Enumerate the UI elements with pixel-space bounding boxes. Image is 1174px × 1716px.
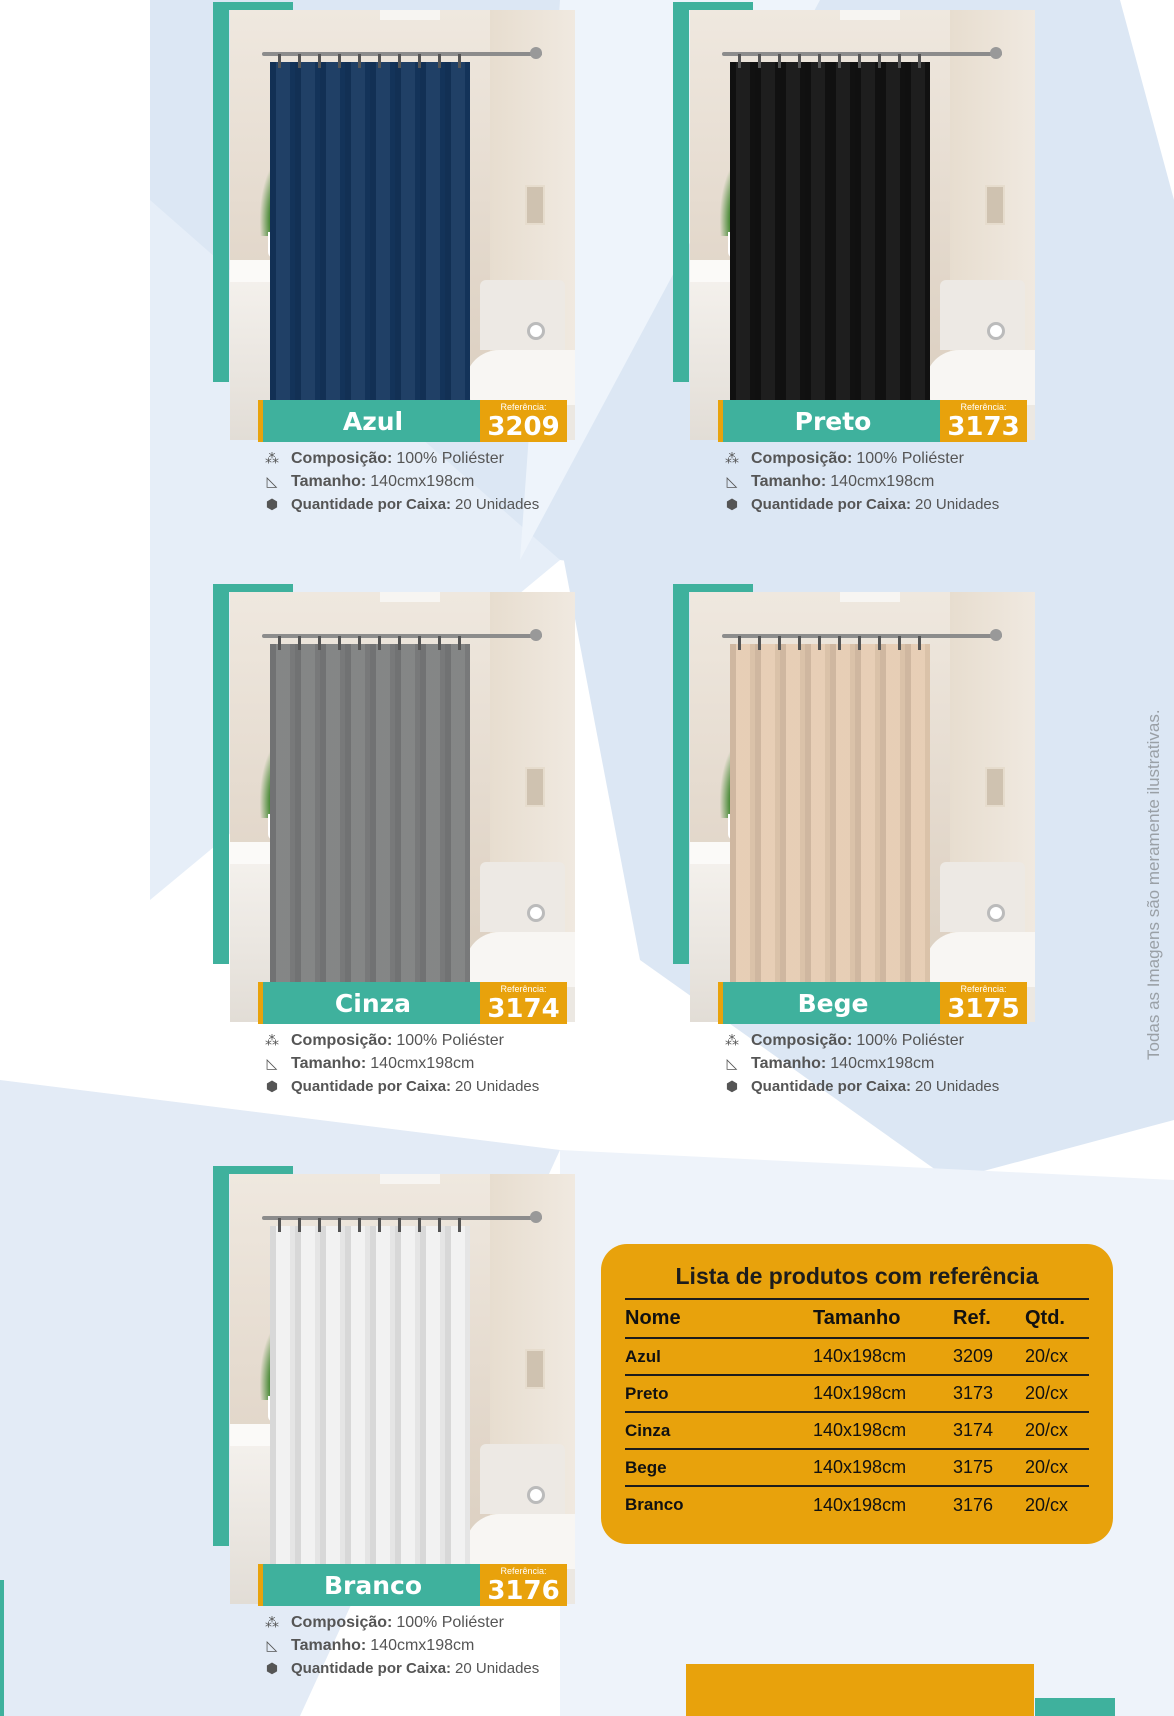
card-accent-side	[673, 2, 689, 382]
product-name-bar	[263, 982, 483, 1024]
composition-icon: ⁂	[265, 1032, 279, 1048]
spec-composition: ⁂ Composição: 100% Poliéster	[721, 1029, 1041, 1052]
composition-icon: ⁂	[725, 450, 739, 466]
spec-quantity: ⬢ Quantidade por Caixa: 20 Unidades	[261, 1657, 581, 1680]
box-icon: ⬢	[265, 496, 279, 512]
product-specs	[721, 447, 1041, 516]
ruler-triangle-icon: ◺	[266, 473, 278, 489]
cell-qtd: 20/cx	[1025, 1449, 1089, 1486]
product-card-preto	[673, 2, 1043, 512]
product-specs	[261, 1029, 581, 1098]
card-accent-side	[673, 584, 689, 964]
table-row	[625, 1412, 1089, 1449]
product-card-bege	[673, 584, 1043, 1094]
spec-size: ◺ Tamanho: 140cmx198cm	[261, 1634, 581, 1657]
cell-tamanho: 140x198cm	[813, 1338, 953, 1375]
reference-label: Referência:	[500, 402, 547, 412]
cell-nome: Preto	[625, 1375, 813, 1412]
spec-size: ◺ Tamanho: 140cmx198cm	[721, 1052, 1041, 1075]
cell-nome: Azul	[625, 1338, 813, 1375]
reference-number: 3175	[947, 994, 1020, 1024]
product-photo	[230, 10, 575, 440]
reference-number: 3176	[487, 1576, 560, 1606]
product-photo	[690, 592, 1035, 1022]
table-header-row	[625, 1299, 1089, 1338]
spec-size: ◺ Tamanho: 140cmx198cm	[261, 1052, 581, 1075]
cell-nome: Branco	[625, 1486, 813, 1523]
reference-number: 3209	[487, 412, 560, 442]
box-icon: ⬢	[265, 1078, 279, 1094]
spec-composition: ⁂ Composição: 100% Poliéster	[261, 447, 581, 470]
spec-composition: ⁂ Composição: 100% Poliéster	[261, 1611, 581, 1634]
table-row	[625, 1375, 1089, 1412]
cell-nome: Bege	[625, 1449, 813, 1486]
reference-number: 3173	[947, 412, 1020, 442]
footer-teal-block	[1035, 1698, 1115, 1716]
product-specs	[261, 447, 581, 516]
table-row	[625, 1338, 1089, 1375]
curtain	[270, 62, 470, 402]
cell-ref: 3176	[953, 1486, 1025, 1523]
card-accent-side	[213, 2, 229, 382]
spec-quantity: ⬢ Quantidade por Caixa: 20 Unidades	[261, 1075, 581, 1098]
reference-label: Referência:	[500, 1566, 547, 1576]
box-icon: ⬢	[265, 1660, 279, 1676]
curtain	[270, 1226, 470, 1566]
cell-qtd: 20/cx	[1025, 1338, 1089, 1375]
product-photo	[690, 10, 1035, 440]
curtain	[730, 644, 930, 984]
spec-quantity: ⬢ Quantidade por Caixa: 20 Unidades	[721, 1075, 1041, 1098]
box-icon: ⬢	[725, 496, 739, 512]
product-name: Azul	[342, 406, 404, 436]
left-teal-strip	[0, 1580, 4, 1716]
cell-qtd: 20/cx	[1025, 1486, 1089, 1523]
product-card-azul	[213, 2, 583, 512]
cell-tamanho: 140x198cm	[813, 1449, 953, 1486]
spec-quantity: ⬢ Quantidade por Caixa: 20 Unidades	[721, 493, 1041, 516]
product-name-bar	[723, 400, 943, 442]
header-tamanho: Tamanho	[813, 1299, 953, 1338]
reference-badge	[940, 400, 1027, 442]
spec-quantity: ⬢ Quantidade por Caixa: 20 Unidades	[261, 493, 581, 516]
product-name: Preto	[794, 406, 872, 436]
composition-icon: ⁂	[265, 450, 279, 466]
reference-number: 3174	[487, 994, 560, 1024]
cell-ref: 3209	[953, 1338, 1025, 1375]
cell-nome: Cinza	[625, 1412, 813, 1449]
ruler-triangle-icon: ◺	[726, 1055, 738, 1071]
table-row	[625, 1449, 1089, 1486]
product-name: Bege	[797, 988, 869, 1018]
card-accent-side	[213, 584, 229, 964]
illustrative-images-note: Todas as Imagens são meramente ilustrativas.	[1144, 709, 1163, 1060]
cell-qtd: 20/cx	[1025, 1412, 1089, 1449]
spec-composition: ⁂ Composição: 100% Poliéster	[261, 1029, 581, 1052]
box-icon: ⬢	[725, 1078, 739, 1094]
header-ref: Ref.	[953, 1299, 1025, 1338]
reference-badge	[480, 1564, 567, 1606]
spec-composition: ⁂ Composição: 100% Poliéster	[721, 447, 1041, 470]
curtain	[730, 62, 930, 402]
product-specs	[261, 1611, 581, 1680]
product-photo	[230, 592, 575, 1022]
composition-icon: ⁂	[725, 1032, 739, 1048]
cell-tamanho: 140x198cm	[813, 1486, 953, 1523]
reference-badge	[480, 400, 567, 442]
product-photo	[230, 1174, 575, 1604]
footer-orange-block	[686, 1664, 1034, 1716]
curtain	[270, 644, 470, 984]
product-reference-table	[601, 1244, 1113, 1544]
ruler-triangle-icon: ◺	[266, 1055, 278, 1071]
product-name: Cinza	[334, 988, 412, 1018]
cell-tamanho: 140x198cm	[813, 1375, 953, 1412]
product-name-bar	[263, 1564, 483, 1606]
header-nome: Nome	[625, 1299, 813, 1338]
reference-label: Referência:	[960, 984, 1007, 994]
ruler-triangle-icon: ◺	[726, 473, 738, 489]
product-card-branco	[213, 1166, 583, 1676]
reference-badge	[480, 982, 567, 1024]
product-name-bar	[263, 400, 483, 442]
reference-table	[625, 1298, 1089, 1523]
header-qtd: Qtd.	[1025, 1299, 1089, 1338]
product-name-bar	[723, 982, 943, 1024]
cell-ref: 3173	[953, 1375, 1025, 1412]
cell-tamanho: 140x198cm	[813, 1412, 953, 1449]
table-title: Lista de produtos com referência	[675, 1263, 1039, 1289]
product-specs	[721, 1029, 1041, 1098]
reference-label: Referência:	[500, 984, 547, 994]
card-accent-side	[213, 1166, 229, 1546]
table-row	[625, 1486, 1089, 1523]
spec-size: ◺ Tamanho: 140cmx198cm	[721, 470, 1041, 493]
reference-badge	[940, 982, 1027, 1024]
cell-ref: 3175	[953, 1449, 1025, 1486]
reference-label: Referência:	[960, 402, 1007, 412]
composition-icon: ⁂	[265, 1614, 279, 1630]
product-card-cinza	[213, 584, 583, 1094]
cell-ref: 3174	[953, 1412, 1025, 1449]
ruler-triangle-icon: ◺	[266, 1637, 278, 1653]
cell-qtd: 20/cx	[1025, 1375, 1089, 1412]
spec-size: ◺ Tamanho: 140cmx198cm	[261, 470, 581, 493]
product-name: Branco	[323, 1570, 423, 1600]
